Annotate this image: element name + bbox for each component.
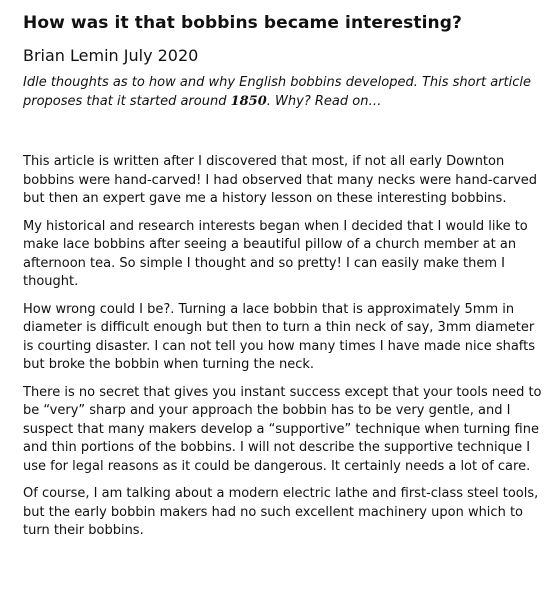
summary-text-end: . Why? Read on… [266,93,382,109]
paragraph: How wrong could I be?. Turning a lace bobbin that is approximately 5mm in diameter is difficult enough but then to turn a thin neck of say, 3mm diameter is courting disaster. I can not tell you how many times I have made nice shafts but broke the bobbin when turning the neck. [23,301,536,372]
summary-year: 1850 [230,93,267,109]
article-byline: Brian Lemin July 2020 [23,46,199,65]
summary-text-start: Idle thoughts as to how and why English bobbins developed. This short article proposes that it started around [23,75,531,109]
article-title: How was it that bobbins became interesting? [23,13,462,33]
paragraph: This article is written after I discovered that most, if not all early Downton bobbins were hand-carved! I had observed that many necks were hand-carved but then an expert gave me a history lesson on these interesting bobbins. [23,154,538,206]
article [23,12,543,550]
paragraph: My historical and research interests began when I decided that I would like to make lace bobbins after seeing a beautiful pillow of a church member at an afternoon tea. So simple I thought and so pretty! I can easily make them I thought. [23,218,528,289]
article-summary [23,74,543,111]
paragraph: Of course, I am talking about a modern electric lathe and first-class steel tools, but the early bobbin makers had no such excellent machinery upon which to turn their bobbins. [23,486,539,538]
paragraph: There is no secret that gives you instant success except that your tools need to be “very” sharp and your approach the bobbin has to be very gentle, and I suspect that many makers develop a “supportive” technique when turning fine and thin portions of the bobbins. I will not describe the supportive technique I use for legal reasons as it could be dangerous. It certainly needs a lot of care. [23,384,542,474]
article-body [23,153,543,541]
